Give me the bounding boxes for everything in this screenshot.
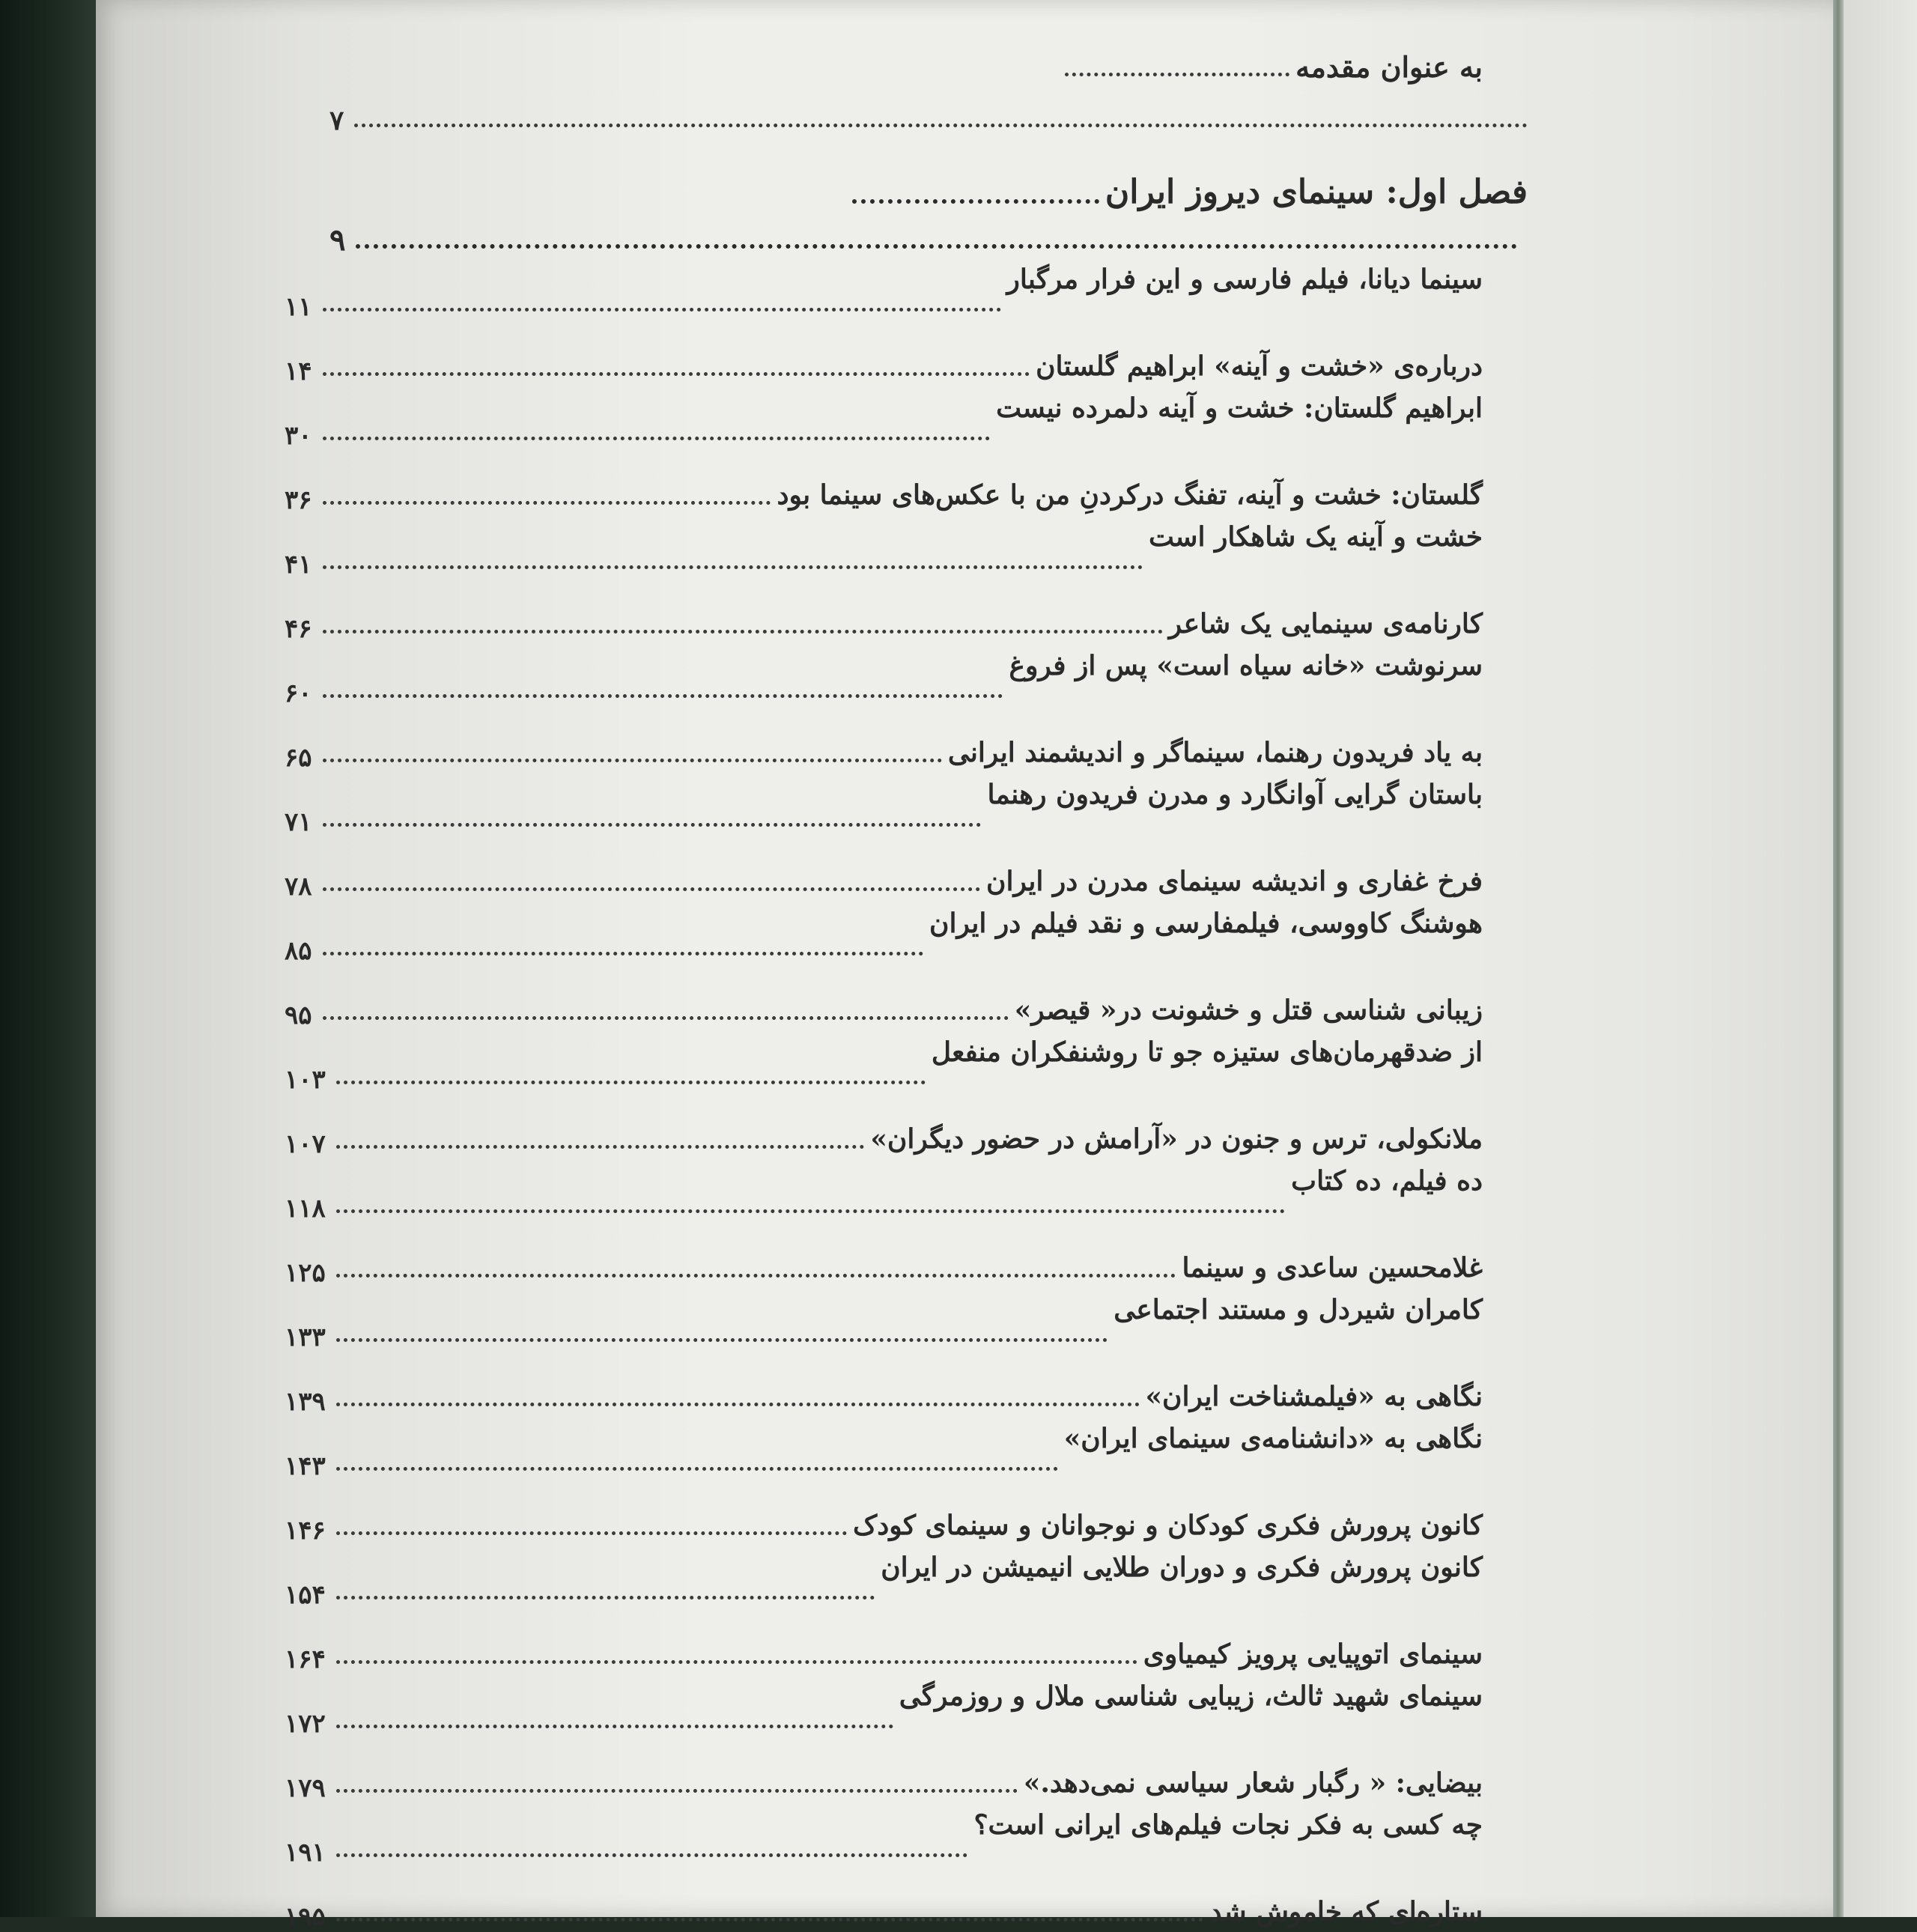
toc-entry: [285, 644, 1528, 708]
toc-entries: [285, 258, 1528, 1932]
leader-dots: [354, 124, 1528, 127]
leader-dots: [323, 759, 942, 762]
entry-title: کارنامه‌ی سینمایی یک شاعر: [1168, 608, 1483, 640]
leader-dots: [323, 887, 981, 891]
leader-dots: [323, 630, 1163, 634]
leader-dots: [336, 1403, 1140, 1406]
entry-title: ستاره‌ای که خاموش شد: [1209, 1896, 1483, 1928]
leader-dots: [323, 501, 771, 505]
toc-entry: [285, 1739, 1528, 1803]
entry-page-number: ۱۵۴: [285, 1580, 326, 1610]
table-of-contents: [285, 45, 1528, 1932]
entry-page-number: ۹۵: [285, 1000, 312, 1030]
toc-entry: [285, 773, 1528, 837]
leader-dots: [336, 1274, 1176, 1278]
adjacent-page: [1844, 0, 1917, 1917]
leader-dots: [336, 1596, 875, 1600]
entry-title: ملانکولی، ترس و جنون در «آرامش در حضور دیگران»: [870, 1123, 1483, 1155]
leader-dots: [336, 1660, 1137, 1664]
leader-dots: [323, 952, 924, 956]
toc-entry: [285, 580, 1528, 644]
entry-page-number: ۱۷۹: [285, 1773, 326, 1803]
entry-page-number: ۱۴۳: [285, 1451, 326, 1481]
entry-title: از ضدقهرمان‌های ستیزه جو تا روشنفکران منفعل: [931, 1036, 1483, 1068]
entry-title: ده فیلم، ده کتاب: [1291, 1165, 1483, 1197]
leader-dots: [336, 1725, 893, 1728]
toc-entry: [285, 837, 1528, 902]
leader-dots: [1065, 73, 1289, 76]
entry-page-number: ۳۶: [285, 485, 312, 515]
entry-page-number: ۳۰: [285, 421, 312, 451]
leader-dots: [336, 1081, 926, 1084]
leader-dots: [336, 1789, 1018, 1793]
leader-dots: [356, 244, 1517, 249]
toc-entry: [285, 1610, 1528, 1674]
leader-dots: [323, 437, 991, 440]
entry-page-number: ۷۸: [285, 872, 312, 902]
toc-entry: [285, 1288, 1528, 1352]
chapter-heading: [329, 166, 1528, 211]
entry-title: سینمای اتوپیایی پرویز کیمیاوی: [1143, 1638, 1483, 1670]
entry-title: درباره‌ی «خشت و آینه» ابراهیم گلستان: [1036, 350, 1483, 382]
entry-page-number: ۱۹۵: [285, 1902, 326, 1932]
toc-entry: [285, 902, 1528, 966]
toc-entry: [285, 386, 1528, 451]
entry-page-number: ۶۰: [285, 678, 312, 708]
leader-dots: [323, 823, 982, 827]
entry-title: کانون پرورش فکری و دوران طلایی انیمیشن در ایران: [881, 1552, 1483, 1583]
entry-page-number: ۱۱۸: [285, 1194, 326, 1224]
entry-title: خشت و آینه یک شاهکار است: [1148, 521, 1483, 553]
entry-page-number: ۴۱: [285, 550, 312, 580]
entry-title: گلستان: خشت و آینه، تفنگ درکردنِ من با عکس‌های سینما بود: [777, 479, 1483, 511]
entry-title: زیبانی شناسی قتل و خشونت در« قیصر»: [1014, 994, 1483, 1026]
leader-dots: [323, 694, 1003, 698]
entry-page-number: ۱۶۴: [285, 1644, 326, 1674]
toc-entry: [285, 1546, 1528, 1610]
leader-dots: [336, 1853, 968, 1857]
entry-title: فرخ غفاری و اندیشه سینمای مدرن در ایران: [986, 866, 1483, 897]
entry-page-number: ۶۵: [285, 743, 312, 773]
entry-title: به یاد فریدون رهنما، سینماگر و اندیشمند ایرانی: [947, 737, 1483, 768]
toc-entry: [285, 1095, 1528, 1159]
toc-entry: [285, 1159, 1528, 1224]
toc-entry: [285, 1868, 1528, 1932]
toc-entry: [285, 1417, 1528, 1481]
entry-page-number: ۱۳۹: [285, 1387, 326, 1417]
leader-dots: [323, 308, 1001, 312]
entry-page-number: ۴۶: [285, 614, 312, 644]
toc-entry: [285, 1674, 1528, 1739]
entry-title: غلامحسین ساعدی و سینما: [1182, 1252, 1483, 1284]
entry-page-number: ۱۴۶: [285, 1516, 326, 1546]
toc-entry: [285, 1481, 1528, 1546]
leader-dots: [852, 199, 1099, 204]
chapter-page-row: [329, 211, 1528, 258]
leader-dots: [336, 1338, 1108, 1342]
intro-title: به عنوان مقدمه: [1295, 50, 1483, 84]
toc-entry: [285, 258, 1528, 322]
leader-dots: [336, 1145, 865, 1149]
entry-page-number: ۱۷۲: [285, 1709, 326, 1739]
toc-entry: [285, 451, 1528, 515]
toc-entry: [285, 1224, 1528, 1288]
leader-dots: [323, 372, 1030, 376]
entry-page-number: ۷۱: [285, 807, 312, 837]
entry-page-number: ۱۰۷: [285, 1129, 326, 1159]
entry-page-number: ۱۲۵: [285, 1258, 326, 1288]
entry-title: نگاهی به «دانشنامه‌ی سینمای ایران»: [1063, 1423, 1483, 1454]
toc-entry: [285, 1352, 1528, 1417]
leader-dots: [336, 1531, 847, 1535]
entry-title: کامران شیردل و مستند اجتماعی: [1114, 1294, 1483, 1325]
entry-title: سینما دیانا، فیلم فارسی و این فرار مرگبار: [1006, 264, 1483, 295]
intro-page-number: ۷: [329, 105, 344, 136]
entry-title: باستان گرایی آوانگارد و مدرن فریدون رهنما: [987, 779, 1483, 810]
entry-title: چه کسی به فکر نجات فیلم‌های ایرانی است؟: [973, 1809, 1483, 1841]
chapter-title: فصل اول: سینمای دیروز ایران: [1105, 173, 1528, 211]
entry-page-number: ۱۱: [285, 292, 312, 322]
entry-title: سرنوشت «خانه سیاه است» پس از فروغ: [1009, 650, 1483, 681]
leader-dots: [336, 1209, 1285, 1213]
toc-entry: [285, 1030, 1528, 1095]
entry-page-number: ۸۵: [285, 936, 312, 966]
entry-title: هوشنگ کاووسی، فیلمفارسی و نقد فیلم در ایران: [929, 908, 1483, 939]
leader-dots: [323, 565, 1143, 569]
toc-entry: [285, 515, 1528, 580]
intro-page-row: [329, 84, 1528, 136]
entry-title: نگاهی به «فیلمشناخت ایران»: [1145, 1381, 1483, 1412]
chapter-page-number: ۹: [329, 222, 346, 258]
entry-title: کانون پرورش فکری کودکان و نوجوانان و سینمای کودک: [853, 1510, 1483, 1541]
leader-dots: [336, 1918, 1204, 1922]
intro-entry: [329, 45, 1528, 84]
leader-dots: [336, 1467, 1058, 1471]
entry-page-number: ۱۰۳: [285, 1065, 326, 1095]
entry-page-number: ۱۳۳: [285, 1322, 326, 1352]
toc-entry: [285, 322, 1528, 386]
toc-entry: [285, 708, 1528, 773]
toc-entry: [285, 1803, 1528, 1868]
book-spine-shadow: [0, 0, 97, 1917]
entry-title: سینمای شهید ثالث، زیبایی شناسی ملال و روزمرگی: [899, 1680, 1483, 1712]
entry-title: بیضایی: « رگبار شعار سیاسی نمی‌دهد.»: [1023, 1767, 1483, 1799]
entry-page-number: ۱۹۱: [285, 1838, 326, 1868]
entry-title: ابراهیم گلستان: خشت و آینه دلمرده نیست: [996, 392, 1483, 424]
leader-dots: [323, 1016, 1009, 1020]
entry-page-number: ۱۴: [285, 356, 312, 386]
page-edge: [1833, 0, 1844, 1917]
toc-entry: [285, 966, 1528, 1030]
